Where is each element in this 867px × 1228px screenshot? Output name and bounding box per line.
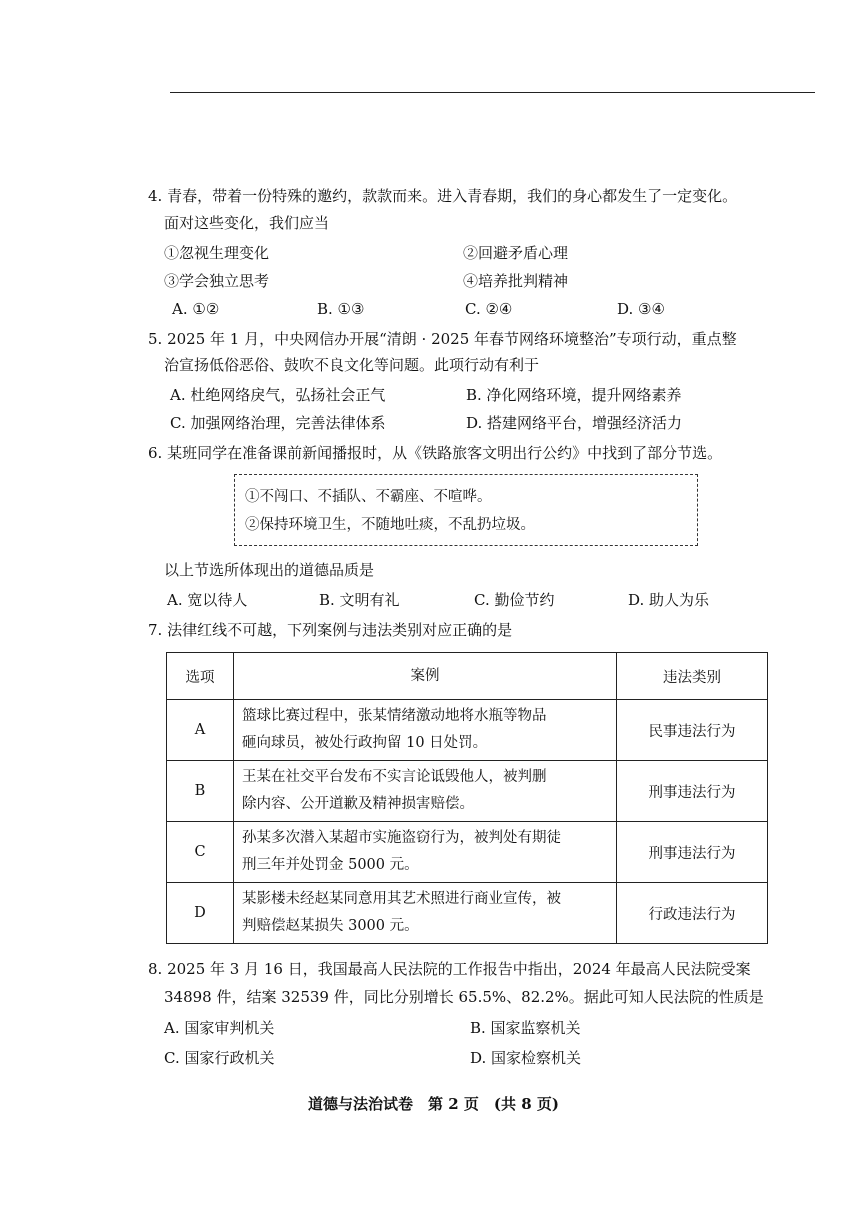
q6-excerpt-box (234, 474, 698, 546)
q7-stem: 7. 法律红线不可越，下列案例与违法类别对应正确的是 (148, 621, 513, 639)
case-line: 某影楼未经赵某同意用其艺术照进行商业宣传，被 (242, 891, 561, 907)
q4-stem-line2: 面对这些变化，我们应当 (164, 214, 330, 232)
q4-statement-2: ②回避矛盾心理 (463, 244, 569, 262)
row-case (234, 700, 617, 761)
row-category: 行政违法行为 (617, 883, 768, 944)
q7-case-table (166, 652, 768, 944)
table-row (167, 822, 768, 883)
q4-option-c: C. ②④ (465, 300, 513, 318)
table-header-row (167, 653, 768, 700)
table-row (167, 883, 768, 944)
case-line: 孙某多次潜入某超市实施盗窃行为，被判处有期徒 (242, 830, 561, 846)
q8-option-a: A. 国家审判机关 (164, 1019, 275, 1037)
q5-stem-line1: 5. 2025 年 1 月，中央网信办开展“清朗 · 2025 年春节网络环境整治”专项行动，重点整 (148, 330, 737, 348)
q4-option-b: B. ①③ (317, 300, 365, 318)
q5-option-c: C. 加强网络治理，完善法律体系 (170, 414, 386, 432)
q8-option-c: C. 国家行政机关 (164, 1049, 275, 1067)
q4-stem-line1: 4. 青春，带着一份特殊的邀约，款款而来。进入青春期，我们的身心都发生了一定变化。 (148, 187, 738, 205)
q6-option-c: C. 勤俭节约 (474, 591, 555, 609)
header-case: 案例 (234, 653, 617, 700)
q6-option-d: D. 助人为乐 (628, 591, 710, 609)
row-case (234, 761, 617, 822)
q8-option-b: B. 国家监察机关 (470, 1019, 581, 1037)
row-category: 民事违法行为 (617, 700, 768, 761)
q8-stem-line2: 34898 件，结案 32539 件，同比分别增长 65.5%、82.2%。据此可知人民法院的性质是 (164, 988, 764, 1006)
case-line: 刑三年并处罚金 5000 元。 (242, 857, 419, 873)
row-option: A (167, 700, 234, 761)
row-category: 刑事违法行为 (617, 822, 768, 883)
table-row (167, 761, 768, 822)
q5-option-b: B. 净化网络环境，提升网络素养 (466, 386, 682, 404)
row-category: 刑事违法行为 (617, 761, 768, 822)
header-option: 选项 (167, 653, 234, 700)
q4-statement-1: ①忽视生理变化 (164, 244, 270, 262)
q4-option-d: D. ③④ (617, 300, 665, 318)
q6-option-a: A. 宽以待人 (167, 591, 248, 609)
table-row (167, 700, 768, 761)
row-case (234, 883, 617, 944)
page-footer: 道德与法治试卷 第 2 页 (共 8 页) (308, 1095, 559, 1113)
q6-excerpt-1: ①不闯口、不插队、不霸座、不喧哗。 (245, 489, 492, 505)
header-category: 违法类别 (617, 653, 768, 700)
q6-option-b: B. 文明有礼 (319, 591, 400, 609)
q6-stem-line1: 6. 某班同学在准备课前新闻播报时，从《铁路旅客文明出行公约》中找到了部分节选。 (148, 444, 723, 462)
q5-stem-line2: 治宣扬低俗恶俗、鼓吹不良文化等问题。此项行动有利于 (164, 356, 540, 374)
row-option: B (167, 761, 234, 822)
q8-option-d: D. 国家检察机关 (470, 1049, 582, 1067)
q4-statement-4: ④培养批判精神 (463, 272, 569, 290)
q8-stem-line1: 8. 2025 年 3 月 16 日，我国最高人民法院的工作报告中指出，2024 年最高人民法院受案 (148, 960, 751, 978)
case-line: 除内容、公开道歉及精神损害赔偿。 (242, 796, 474, 812)
q4-option-a: A. ①② (172, 300, 220, 318)
row-option: C (167, 822, 234, 883)
case-line: 判赔偿赵某损失 3000 元。 (242, 918, 419, 934)
row-option: D (167, 883, 234, 944)
case-line: 篮球比赛过程中，张某情绪激动地将水瓶等物品 (242, 708, 547, 724)
q6-excerpt-2: ②保持环境卫生，不随地吐痰，不乱扔垃圾。 (245, 517, 535, 533)
q6-stem-line2: 以上节选所体现出的道德品质是 (164, 561, 375, 579)
row-case (234, 822, 617, 883)
header-rule (170, 92, 815, 93)
q5-option-d: D. 搭建网络平台，增强经济活力 (466, 414, 683, 432)
case-line: 王某在社交平台发布不实言论诋毁他人，被判删 (242, 769, 547, 785)
q5-option-a: A. 杜绝网络戾气，弘扬社会正气 (170, 386, 386, 404)
case-line: 砸向球员，被处行政拘留 10 日处罚。 (242, 735, 488, 751)
q4-statement-3: ③学会独立思考 (164, 272, 270, 290)
